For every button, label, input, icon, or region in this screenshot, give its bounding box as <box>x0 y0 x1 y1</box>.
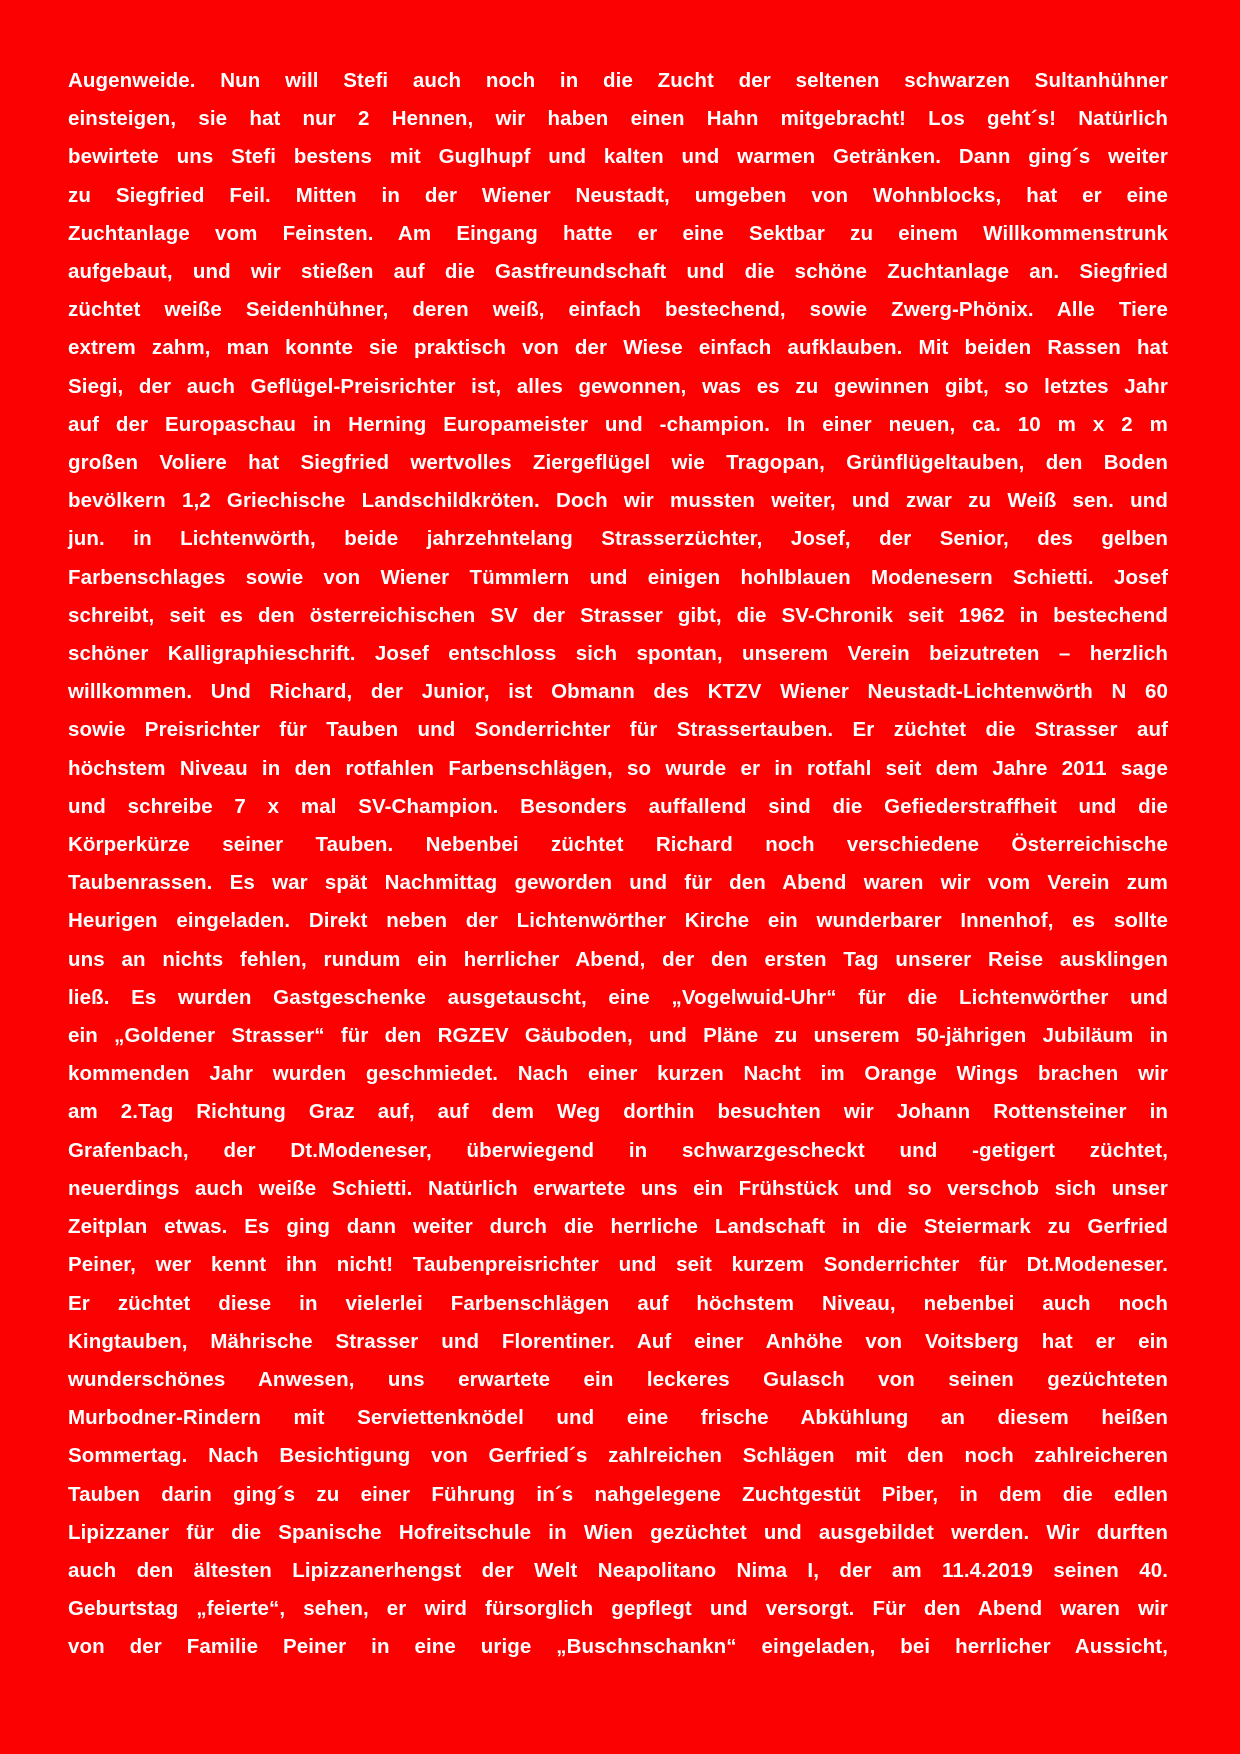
text-line: am 2.Tag Richtung Graz auf, auf dem Weg dorthin besuchten wir Johann Rottensteiner in <box>68 1100 1168 1124</box>
text-line: Lipizzaner für die Spanische Hofreitschule in Wien gezüchtet und ausgebildet werden. Wir durften <box>68 1520 1168 1544</box>
report-text-block <box>68 62 1168 1667</box>
text-line: ließ. Es wurden Gastgeschenke ausgetauscht, eine „Vogelwuid-Uhr“ für die Lichtenwörther und <box>68 985 1168 1009</box>
text-line: auf der Europaschau in Herning Europameister und -champion. In einer neuen, ca. 10 m x 2 m <box>68 412 1168 436</box>
text-line: Körperkürze seiner Tauben. Nebenbei züchtet Richard noch verschiedene Österreichische <box>68 833 1168 857</box>
text-line: Murbodner-Rindern mit Serviettenknödel und eine frische Abkühlung an diesem heißen <box>68 1406 1168 1430</box>
text-line: Zeitplan etwas. Es ging dann weiter durch die herrliche Landschaft in die Steiermark zu Gerfried <box>68 1215 1168 1239</box>
text-line: zu Siegfried Feil. Mitten in der Wiener Neustadt, umgeben von Wohnblocks, hat er eine <box>68 183 1168 207</box>
text-line: jun. in Lichtenwörth, beide jahrzehntelang Strasserzüchter, Josef, der Senior, des gelben <box>68 527 1168 551</box>
text-line: züchtet weiße Seidenhühner, deren weiß, einfach bestechend, sowie Zwerg-Phönix. Alle Tiere <box>68 298 1168 322</box>
text-line: Er züchtet diese in vielerlei Farbenschlägen auf höchstem Niveau, nebenbei auch noch <box>68 1291 1168 1315</box>
text-line: sowie Preisrichter für Tauben und Sonderrichter für Strassertauben. Er züchtet die Strasser auf <box>68 718 1168 742</box>
text-line: bevölkern 1,2 Griechische Landschildkröten. Doch wir mussten weiter, und zwar zu Weiß sen. und <box>68 489 1168 513</box>
text-line: Sommertag. Nach Besichtigung von Gerfried´s zahlreichen Schlägen mit den noch zahlreicheren <box>68 1444 1168 1468</box>
text-line: bewirtete uns Stefi bestens mit Guglhupf und kalten und warmen Getränken. Dann ging´s weiter <box>68 145 1168 169</box>
text-line: Augenweide. Nun will Stefi auch noch in die Zucht der seltenen schwarzen Sultanhühner <box>68 69 1168 92</box>
text-line: Peiner, wer kennt ihn nicht! Taubenpreisrichter und seit kurzem Sonderrichter für Dt.Modeneser. <box>68 1253 1168 1277</box>
text-line: Heurigen eingeladen. Direkt neben der Lichtenwörther Kirche ein wunderbarer Innenhof, es sollte <box>68 909 1168 933</box>
text-line: schöner Kalligraphieschrift. Josef entschloss sich spontan, unserem Verein beizutreten – herzlich <box>68 642 1168 666</box>
text-line: auch den ältesten Lipizzanerhengst der Welt Neapolitano Nima I, der am 11.4.2019 seinen 40. <box>68 1558 1168 1582</box>
text-line: Zuchtanlage vom Feinsten. Am Eingang hatte er eine Sektbar zu einem Willkommenstrunk <box>68 221 1168 245</box>
text-line: aufgebaut, und wir stießen auf die Gastfreundschaft und die schöne Zuchtanlage an. Siegfried <box>68 260 1168 284</box>
text-line: Farbenschlages sowie von Wiener Tümmlern und einigen hohlblauen Modenesern Schietti. Josef <box>68 565 1168 589</box>
text-line: Grafenbach, der Dt.Modeneser, überwiegend in schwarzgescheckt und -getigert züchtet, <box>68 1138 1168 1162</box>
text-line: schreibt, seit es den österreichischen SV der Strasser gibt, die SV-Chronik seit 1962 in bestechend <box>68 603 1168 627</box>
text-line: Geburtstag „feierte“, sehen, er wird fürsorglich gepflegt und versorgt. Für den Abend waren wir <box>68 1597 1168 1621</box>
text-line: Tauben darin ging´s zu einer Führung in´s nahgelegene Zuchtgestüt Piber, in dem die edlen <box>68 1482 1168 1506</box>
text-line: wunderschönes Anwesen, uns erwartete ein leckeres Gulasch von seinen gezüchteten <box>68 1367 1168 1391</box>
text-line: und schreibe 7 x mal SV-Champion. Besonders auffallend sind die Gefiederstraffheit und die <box>68 794 1168 818</box>
text-line: Taubenrassen. Es war spät Nachmittag geworden und für den Abend waren wir vom Verein zum <box>68 871 1168 895</box>
text-line: willkommen. Und Richard, der Junior, ist Obmann des KTZV Wiener Neustadt-Lichtenwörth N 60 <box>68 680 1168 704</box>
text-line: ein „Goldener Strasser“ für den RGZEV Gäuboden, und Pläne zu unserem 50-jährigen Jubiläum in <box>68 1024 1168 1048</box>
text-line: extrem zahm, man konnte sie praktisch von der Wiese einfach aufklauben. Mit beiden Rassen hat <box>68 336 1168 360</box>
text-line: höchstem Niveau in den rotfahlen Farbenschlägen, so wurde er in rotfahl seit dem Jahre 2011 sage <box>68 756 1168 780</box>
text-line: Siegi, der auch Geflügel-Preisrichter ist, alles gewonnen, was es zu gewinnen gibt, so letztes Jahr <box>68 374 1168 398</box>
text-line: von der Familie Peiner in eine urige „Buschnschankn“ eingeladen, bei herrlicher Aussicht, <box>68 1635 1168 1659</box>
text-line: kommenden Jahr wurden geschmiedet. Nach einer kurzen Nacht im Orange Wings brachen wir <box>68 1062 1168 1086</box>
text-line: neuerdings auch weiße Schietti. Natürlich erwartete uns ein Frühstück und so verschob sich unser <box>68 1176 1168 1200</box>
text-line: großen Voliere hat Siegfried wertvolles Ziergeflügel wie Tragopan, Grünflügeltauben, den Boden <box>68 451 1168 475</box>
text-line: einsteigen, sie hat nur 2 Hennen, wir haben einen Hahn mitgebracht! Los geht´s! Natürlich <box>68 107 1168 131</box>
text-line: Kingtauben, Mährische Strasser und Florentiner. Auf einer Anhöhe von Voitsberg hat er ein <box>68 1329 1168 1353</box>
text-line: uns an nichts fehlen, rundum ein herrlicher Abend, der den ersten Tag unserer Reise ausklingen <box>68 947 1168 971</box>
